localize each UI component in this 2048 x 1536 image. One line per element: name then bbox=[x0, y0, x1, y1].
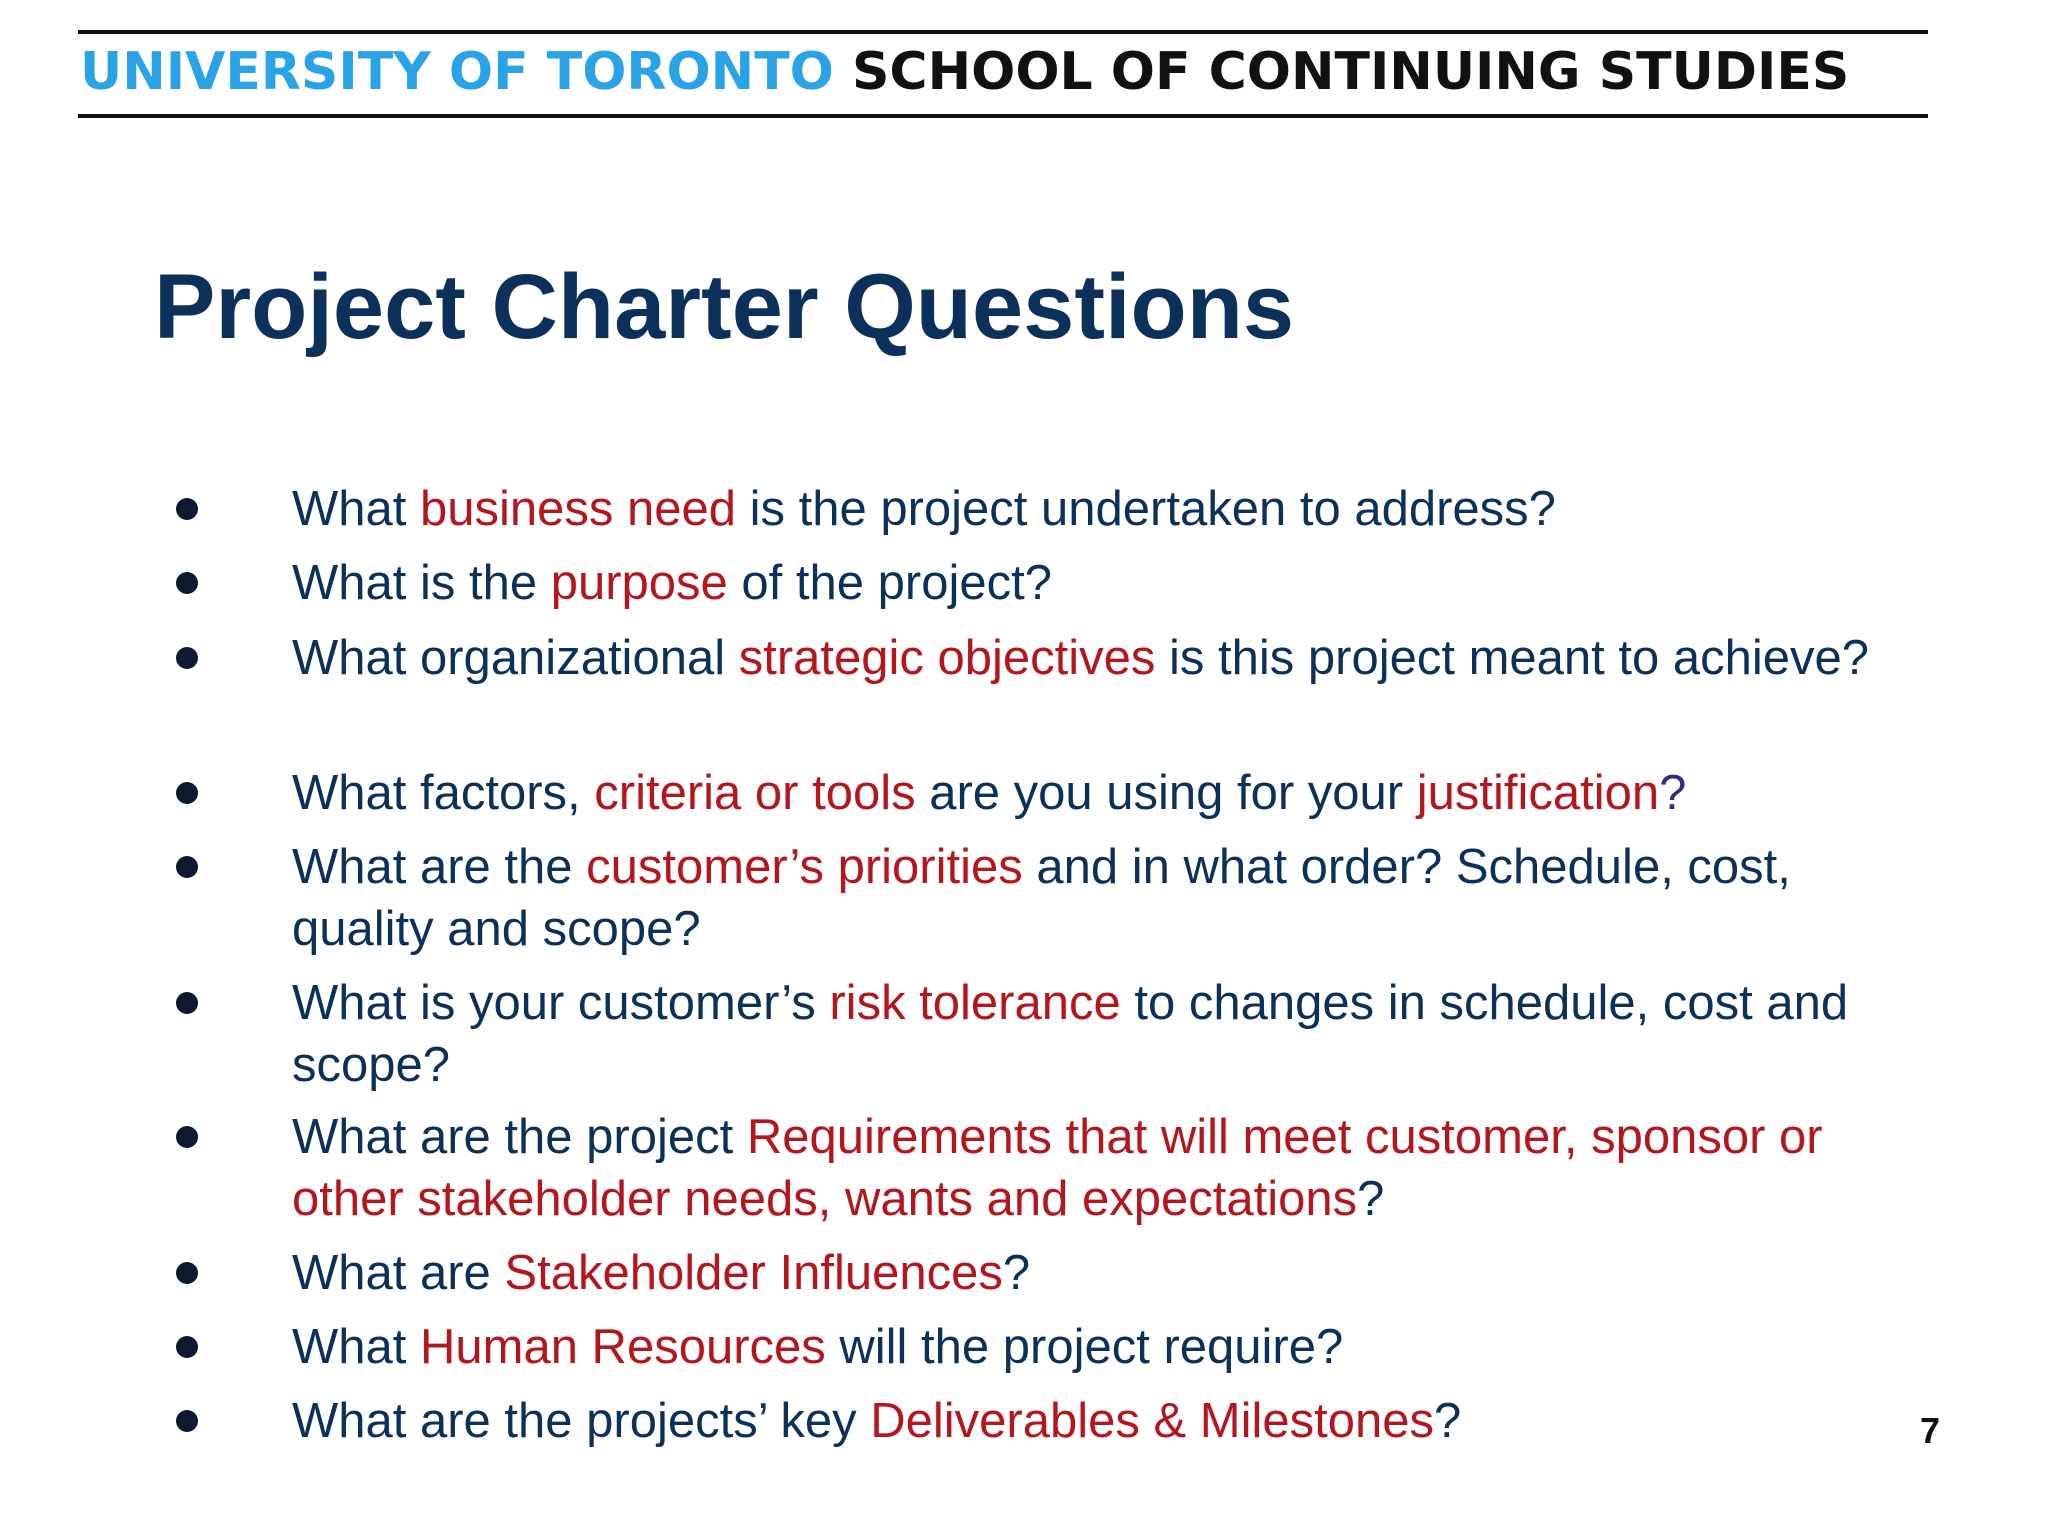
key-term: Stakeholder Influences bbox=[504, 1246, 1003, 1300]
key-term: criteria or tools bbox=[594, 766, 916, 820]
question-text: What are the projects’ key Deliverables & Milestones? bbox=[292, 1394, 1462, 1448]
bullet-dot-icon bbox=[176, 647, 198, 669]
question-text: What organizational strategic objectives is this project meant to achieve? bbox=[292, 631, 1869, 685]
question-text: What business need is the project undertaken to address? bbox=[292, 482, 1556, 536]
bullet-dot-icon bbox=[176, 1336, 198, 1358]
page-number: 7 bbox=[1919, 1410, 1941, 1451]
key-term: Requirements that will meet customer, sponsor or other stakeholder needs, wants and expectations bbox=[292, 1110, 1823, 1226]
key-term: Human Resources bbox=[419, 1320, 826, 1374]
school-name: SCHOOL OF CONTINUING STUDIES bbox=[851, 42, 1850, 102]
question-text: What are the project Requirements that will meet customer, sponsor or other stakeholder needs, wants and expectations? bbox=[292, 1110, 1823, 1226]
bullet-dot-icon bbox=[176, 572, 198, 594]
key-term: risk tolerance bbox=[829, 976, 1121, 1030]
question-text: What is the purpose of the project? bbox=[292, 556, 1052, 610]
question-text: What are Stakeholder Influences? bbox=[292, 1246, 1031, 1300]
question-text: What Human Resources will the project require? bbox=[292, 1320, 1344, 1374]
question-text: What factors, criteria or tools are you using for your justification? bbox=[292, 766, 1687, 820]
slide-title: Project Charter Questions bbox=[154, 256, 1295, 358]
question-text: What are the customer’s priorities and in what order? Schedule, cost, quality and scope? bbox=[292, 840, 1791, 956]
key-term: customer’s priorities bbox=[586, 840, 1023, 894]
bullet-dot-icon bbox=[176, 1126, 198, 1148]
key-term: Deliverables & Milestones bbox=[870, 1394, 1435, 1448]
bullet-dot-icon bbox=[176, 782, 198, 804]
key-term: purpose bbox=[550, 556, 728, 610]
question-text: What is your customer’s risk tolerance to changes in schedule, cost and scope? bbox=[292, 976, 1849, 1092]
key-term: business need bbox=[419, 482, 736, 536]
bullet-dot-icon bbox=[176, 856, 198, 878]
bullet-dot-icon bbox=[176, 992, 198, 1014]
bullet-dot-icon bbox=[176, 498, 198, 520]
key-term: justification bbox=[1416, 766, 1660, 820]
key-term: strategic objectives bbox=[738, 631, 1156, 685]
bullet-dot-icon bbox=[176, 1262, 198, 1284]
bullet-dot-icon bbox=[176, 1410, 198, 1432]
university-name: UNIVERSITY OF TORONTO bbox=[80, 42, 834, 102]
